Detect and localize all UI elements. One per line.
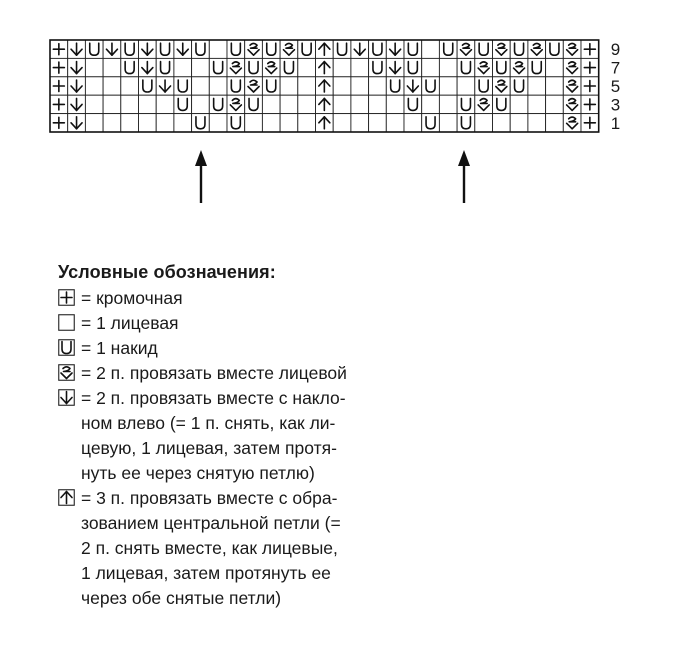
chart-cell	[209, 77, 227, 95]
chart-cell	[546, 77, 564, 95]
chart-cell	[103, 95, 121, 113]
chart-cell	[439, 77, 457, 95]
legend-text	[81, 336, 158, 361]
legend-k2tog-icon	[58, 364, 75, 381]
chart-cell	[386, 114, 404, 132]
chart-cell	[103, 114, 121, 132]
chart-cell	[404, 114, 422, 132]
chart-cell	[262, 114, 280, 132]
chart-cell	[139, 114, 157, 132]
legend-text-line: через обе снятые петли)	[81, 588, 282, 608]
chart-cell	[422, 95, 440, 113]
chart-cell	[333, 95, 351, 113]
chart-cell	[298, 95, 316, 113]
chart-cell	[103, 77, 121, 95]
chart-cell	[333, 114, 351, 132]
chart-cell	[280, 95, 298, 113]
chart-cell	[192, 77, 210, 95]
legend-yo-icon	[58, 339, 75, 356]
legend-text-line: = кромочная	[81, 288, 183, 308]
chart-cell	[192, 58, 210, 76]
chart-cell	[422, 40, 440, 58]
row-label: 9	[610, 40, 621, 60]
legend-item-k2tog	[58, 361, 458, 386]
chart-cell	[156, 114, 174, 132]
chart-cell	[85, 77, 103, 95]
chart-cell	[298, 58, 316, 76]
legend-text-line: цевую, 1 лицевая, затем протя-	[81, 438, 337, 458]
legend-text	[81, 386, 456, 486]
chart-cell	[546, 58, 564, 76]
legend-item-knit	[58, 311, 458, 336]
repeat-arrow-right	[458, 150, 470, 203]
chart-cell	[528, 114, 546, 132]
legend-item-cdd	[58, 486, 458, 611]
chart-cell	[280, 77, 298, 95]
chart-cell	[298, 114, 316, 132]
chart-cell	[351, 95, 369, 113]
row-labels	[611, 40, 620, 133]
chart-cell	[422, 58, 440, 76]
chart-cell	[121, 77, 139, 95]
chart-cell	[85, 95, 103, 113]
chart-cell	[280, 114, 298, 132]
chart-cell	[528, 77, 546, 95]
chart-cell	[493, 114, 511, 132]
chart-cell	[351, 77, 369, 95]
chart-cell	[209, 114, 227, 132]
chart-cell	[85, 114, 103, 132]
chart-cell	[85, 58, 103, 76]
chart-cell	[439, 58, 457, 76]
legend-text-line: = 2 п. провязать вместе с накло-	[81, 388, 346, 408]
legend-item-edge	[58, 286, 458, 311]
chart-cell	[369, 77, 387, 95]
legend-text-line: = 1 лицевая	[81, 313, 179, 333]
chart-cell	[139, 95, 157, 113]
chart-cell	[528, 95, 546, 113]
legend-knit-icon	[58, 314, 75, 331]
chart-cell	[209, 40, 227, 58]
legend-ssk-icon	[58, 389, 75, 406]
chart-cell	[386, 95, 404, 113]
legend	[58, 262, 458, 611]
legend-cdd-icon	[58, 489, 75, 506]
row-label: 5	[610, 77, 621, 96]
legend-text	[81, 486, 456, 611]
repeat-arrows	[195, 150, 470, 203]
chart-cell	[245, 114, 263, 132]
chart-cell	[174, 114, 192, 132]
legend-text-line: ном влево (= 1 п. снять, как ли-	[81, 413, 336, 433]
chart-cell	[192, 95, 210, 113]
chart-cell	[439, 95, 457, 113]
knitting-chart	[0, 0, 690, 250]
row-label: 3	[610, 95, 621, 115]
chart-cell	[174, 58, 192, 76]
legend-text-line: нуть ее через снятую петлю)	[81, 463, 315, 483]
chart-cell	[351, 114, 369, 132]
chart-cell	[475, 114, 493, 132]
legend-items	[58, 286, 458, 611]
row-label: 7	[610, 58, 621, 78]
chart-cell	[262, 95, 280, 113]
chart-cell	[298, 77, 316, 95]
legend-text-line: зованием центральной петли (=	[81, 513, 341, 533]
legend-text-line: = 3 п. провязать вместе с обра-	[81, 488, 338, 508]
chart-cell	[546, 114, 564, 132]
chart-cell	[510, 95, 528, 113]
legend-text-line: = 2 п. провязать вместе лицевой	[81, 363, 347, 383]
legend-text-line: 2 п. снять вместе, как лицевые,	[81, 538, 338, 558]
chart-cell	[546, 95, 564, 113]
row-label: 1	[610, 113, 621, 133]
legend-text	[81, 286, 183, 311]
legend-item-yo	[58, 336, 458, 361]
chart-cell	[121, 114, 139, 132]
legend-text-line: = 1 накид	[81, 338, 158, 358]
chart-cell	[121, 95, 139, 113]
repeat-arrow-left	[195, 150, 207, 203]
chart-cell	[333, 77, 351, 95]
chart-cell	[457, 77, 475, 95]
chart-cell	[351, 58, 369, 76]
chart-cell	[369, 114, 387, 132]
chart-cell	[156, 95, 174, 113]
chart-cell	[510, 114, 528, 132]
chart-cell	[333, 58, 351, 76]
chart-cell	[103, 58, 121, 76]
chart-cell	[439, 114, 457, 132]
legend-edge-icon	[58, 289, 75, 306]
chart-cell	[369, 95, 387, 113]
legend-text	[81, 361, 347, 386]
legend-title: Условные обозначения:	[58, 262, 276, 282]
legend-item-ssk	[58, 386, 458, 486]
legend-text	[81, 311, 179, 336]
legend-text-line: 1 лицевая, затем протянуть ее	[81, 563, 331, 583]
